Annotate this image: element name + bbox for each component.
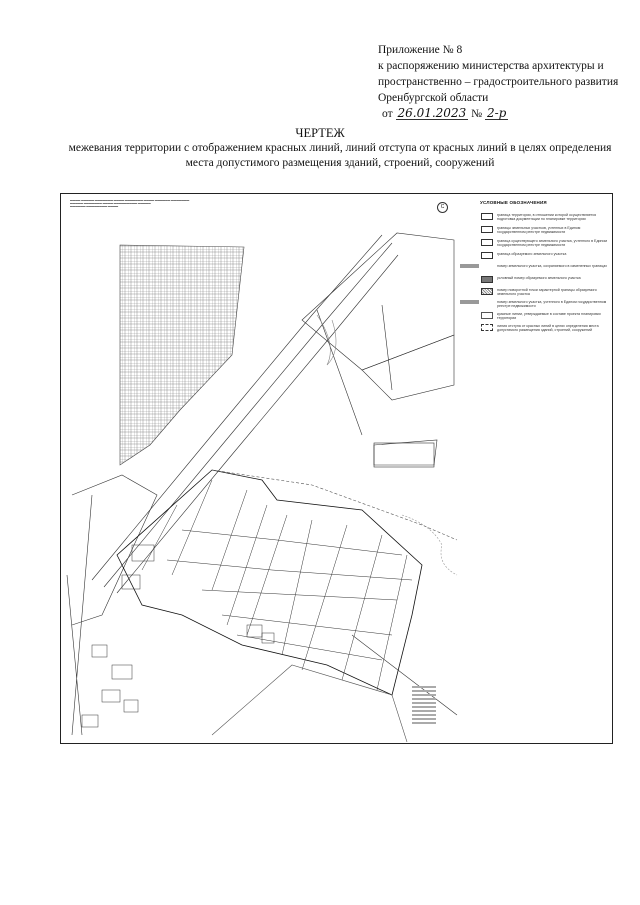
cadastral-map <box>62 195 459 742</box>
number-prefix: № <box>471 108 483 120</box>
project-boundary <box>212 470 457 540</box>
ravine <box>317 315 336 365</box>
legend-item: красные линии, утверждаемые в составе проекта планировки территории <box>460 312 610 326</box>
red-line-symbol-icon <box>481 312 493 319</box>
legend-title: УСЛОВНЫЕ ОБОЗНАЧЕНИЯ <box>480 200 547 205</box>
date-prefix: от <box>382 108 393 120</box>
parcel <box>302 233 454 370</box>
parcel <box>374 440 437 465</box>
map-inset-legend <box>404 684 439 736</box>
document-subtitle: межевания территории с отображением красных линий, линий отступа от красных линий в целях определения места допустимого размещения зданий, строений, сооружений <box>68 142 612 169</box>
appendix-line: к распоряжению министерства архитектуры и <box>378 60 604 72</box>
handwritten-date: 26.01.2023 <box>397 106 467 120</box>
legend-item: границы земельных участков, учтенных в Едином государственном реестре недвижимости <box>460 226 610 240</box>
map-note: ▬▬▬▬ ▬▬▬▬▬ ▬▬▬▬▬▬▬ ▬▬▬▬ ▬▬▬▬▬▬▬ ▬▬▬▬ ▬▬▬▬▬▬ ▬▬▬▬▬▬▬ ▬▬▬▬▬ ▬▬▬▬▬▬▬ ▬▬▬▬ ▬▬▬▬▬▬▬▬▬ ▬▬▬▬▬ ▬▬▬▬▬▬ ▬▬▬▬▬▬▬▬ ▬▬▬▬ <box>70 199 190 209</box>
parcel <box>374 443 434 467</box>
legend-item: номер земельного участка, сохраняемого в измененных границах <box>460 264 610 278</box>
legend-panel <box>460 196 610 742</box>
parcel <box>362 335 454 400</box>
legend-item: граница территории, в отношении которой осуществляется подготовка документации по планировке территории <box>460 213 610 227</box>
terrain <box>402 515 457 575</box>
appendix-block <box>378 42 628 122</box>
buildings <box>82 645 138 727</box>
registered-parcel-symbol-icon <box>481 226 493 233</box>
conditional-number-symbol-icon <box>481 276 493 283</box>
appendix-line: пространственно – градостроительного развития <box>378 76 619 88</box>
allotment-grid <box>120 245 244 465</box>
new-parcel-symbol-icon <box>481 252 493 259</box>
handwritten-number: 2-р <box>486 106 507 120</box>
legend-item: номер земельного участка, учтенного в Едином государственном реестре недвижимости <box>460 300 610 314</box>
appendix-line: Оренбургской области <box>378 92 489 104</box>
legend-item: линия отступа от красных линий в целях определения места допустимого размещения зданий, строений, сооружений <box>460 324 610 338</box>
appendix-line: Приложение № 8 <box>378 44 463 56</box>
setback-line-symbol-icon <box>481 324 493 331</box>
parcel-number-sample-icon <box>460 264 479 268</box>
turning-point-symbol-icon <box>481 288 493 295</box>
development-area <box>117 470 422 695</box>
north-arrow-icon: С <box>437 202 448 213</box>
legend-item: граница существующего земельного участка, учтенного в Едином государственном реестре недвижимости <box>460 239 610 253</box>
document-title: ЧЕРТЕЖ <box>295 126 345 140</box>
appendix-date-line <box>382 106 628 122</box>
boundary-symbol-icon <box>481 213 493 220</box>
existing-parcel-symbol-icon <box>481 239 493 246</box>
legend-item: номер поворотной точки характерной границы образуемого земельного участка <box>460 288 610 302</box>
legend-item: граница образуемого земельного участка <box>460 252 610 266</box>
cadastral-number-sample-icon <box>460 300 479 304</box>
legend-item: условный номер образуемого земельного участка <box>460 276 610 290</box>
